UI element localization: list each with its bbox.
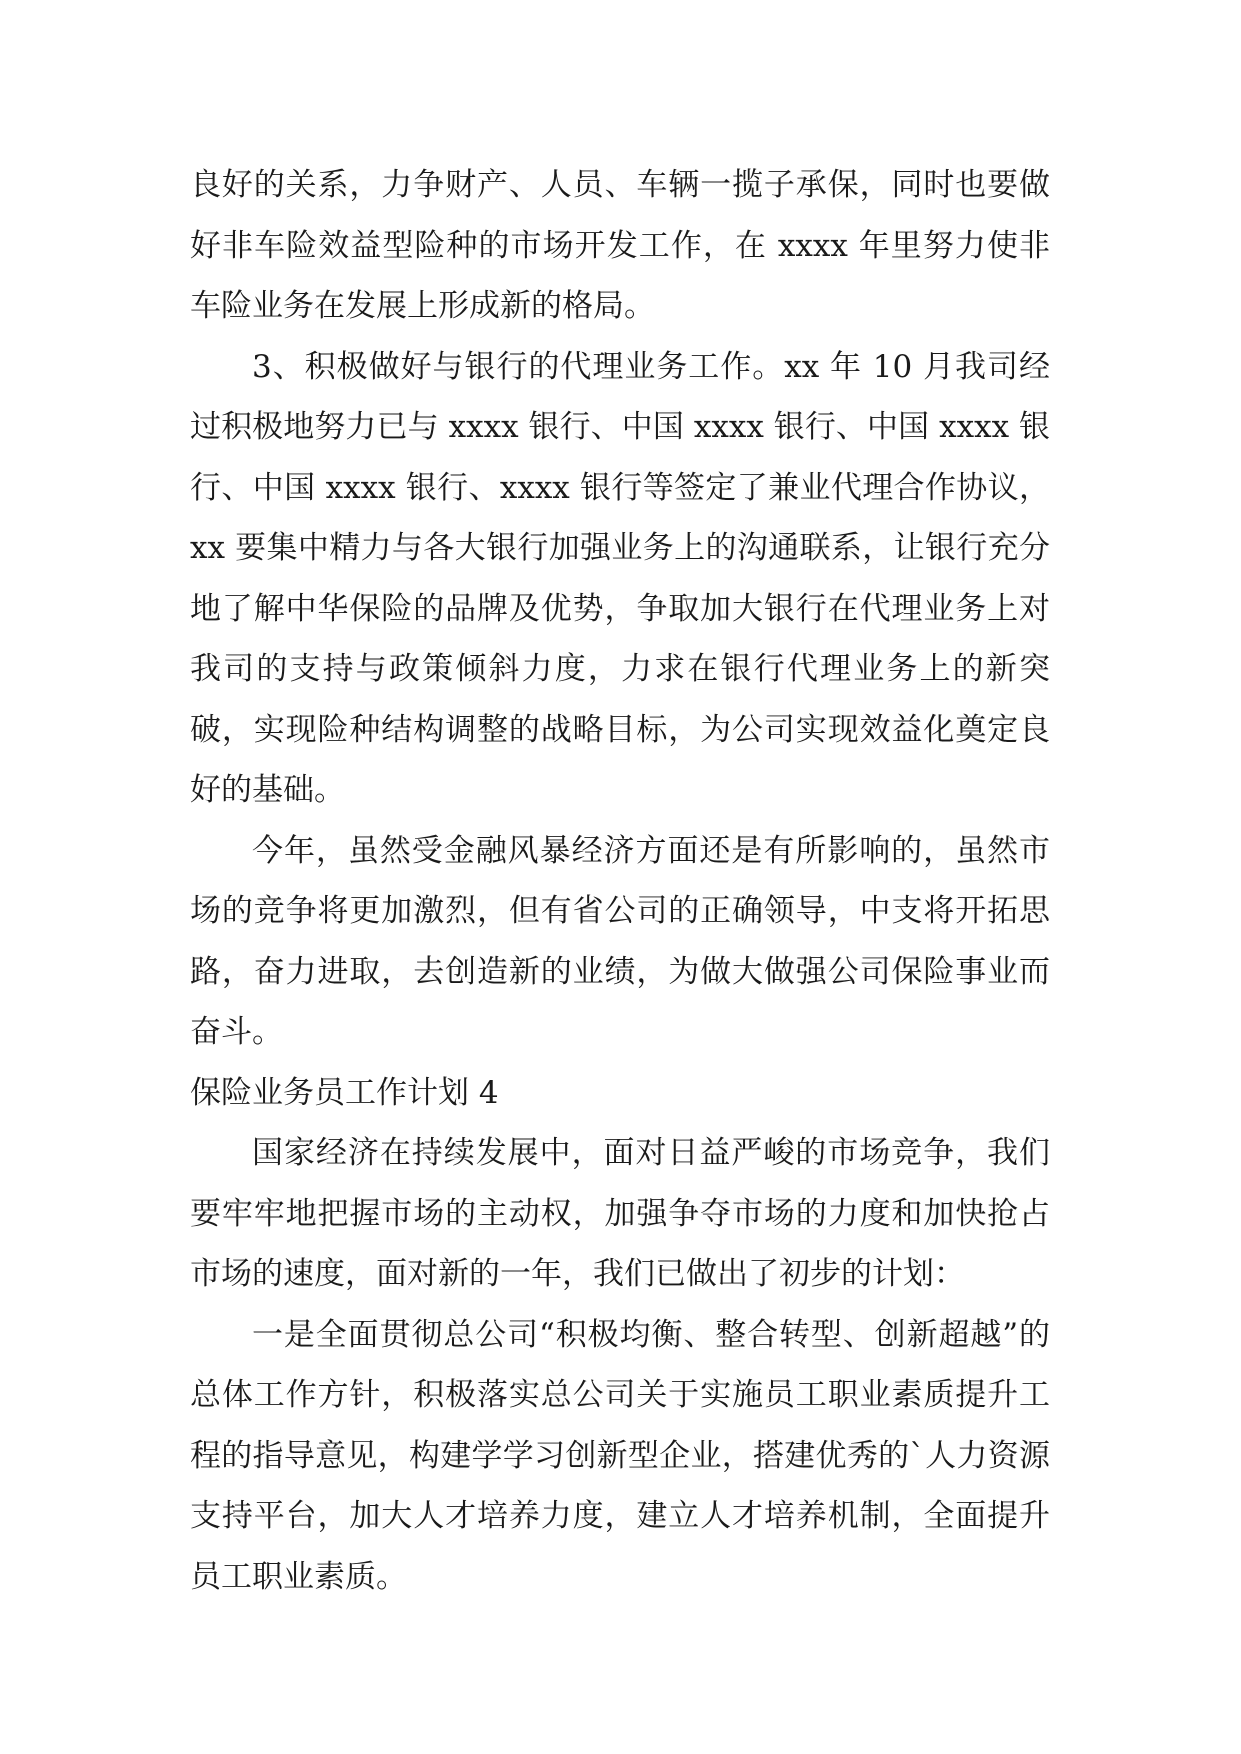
paragraph-this-year: 今年，虽然受金融风暴经济方面还是有所影响的，虽然市场的竞争将更加激烈，但有省公司的正确领导，中支将开拓思路，奋力进取，去创造新的业绩，为做大做强公司保险事业而奋斗。 — [190, 832, 1050, 1050]
document-body — [190, 155, 1050, 1607]
section-heading: 保险业务员工作计划 4 — [190, 1074, 499, 1111]
paragraph-bank-agency: 3、积极做好与银行的代理业务工作。xx 年 10 月我司经过积极地努力已与 xxxx 银行、中国 xxxx 银行、中国 xxxx 银行、中国 xxxx 银行、xxxx 银行等签定了兼业代理合作协议，xx 要集中精力与各大银行加强业务上的沟通联系，让银行充分地了解中华保险的品牌及优势，争取加大银行在代理业务上对我司的支持与政策倾斜力度，力求在银行代理业务上的新突破，实现险种结构调整的战略目标，为公司实现效益化奠定良好的基础。 — [190, 348, 1050, 808]
paragraph-national-economy: 国家经济在持续发展中，面对日益严峻的市场竞争，我们要牢牢地把握市场的主动权，加强争夺市场的力度和加快抢占市场的速度，面对新的一年，我们已做出了初步的计划： — [190, 1135, 1050, 1292]
paragraph-first-point: 一是全面贯彻总公司“积极均衡、整合转型、创新超越”的总体工作方针，积极落实总公司关于实施员工职业素质提升工程的指导意见，构建学学习创新型企业，搭建优秀的`人力资源支持平台，加大人才培养力度，建立人才培养机制，全面提升员工职业素质。 — [190, 1316, 1050, 1595]
paragraph-continued: 良好的关系，力争财产、人员、车辆一揽子承保，同时也要做好非车险效益型险种的市场开发工作，在 xxxx 年里努力使非车险业务在发展上形成新的格局。 — [190, 167, 1050, 324]
